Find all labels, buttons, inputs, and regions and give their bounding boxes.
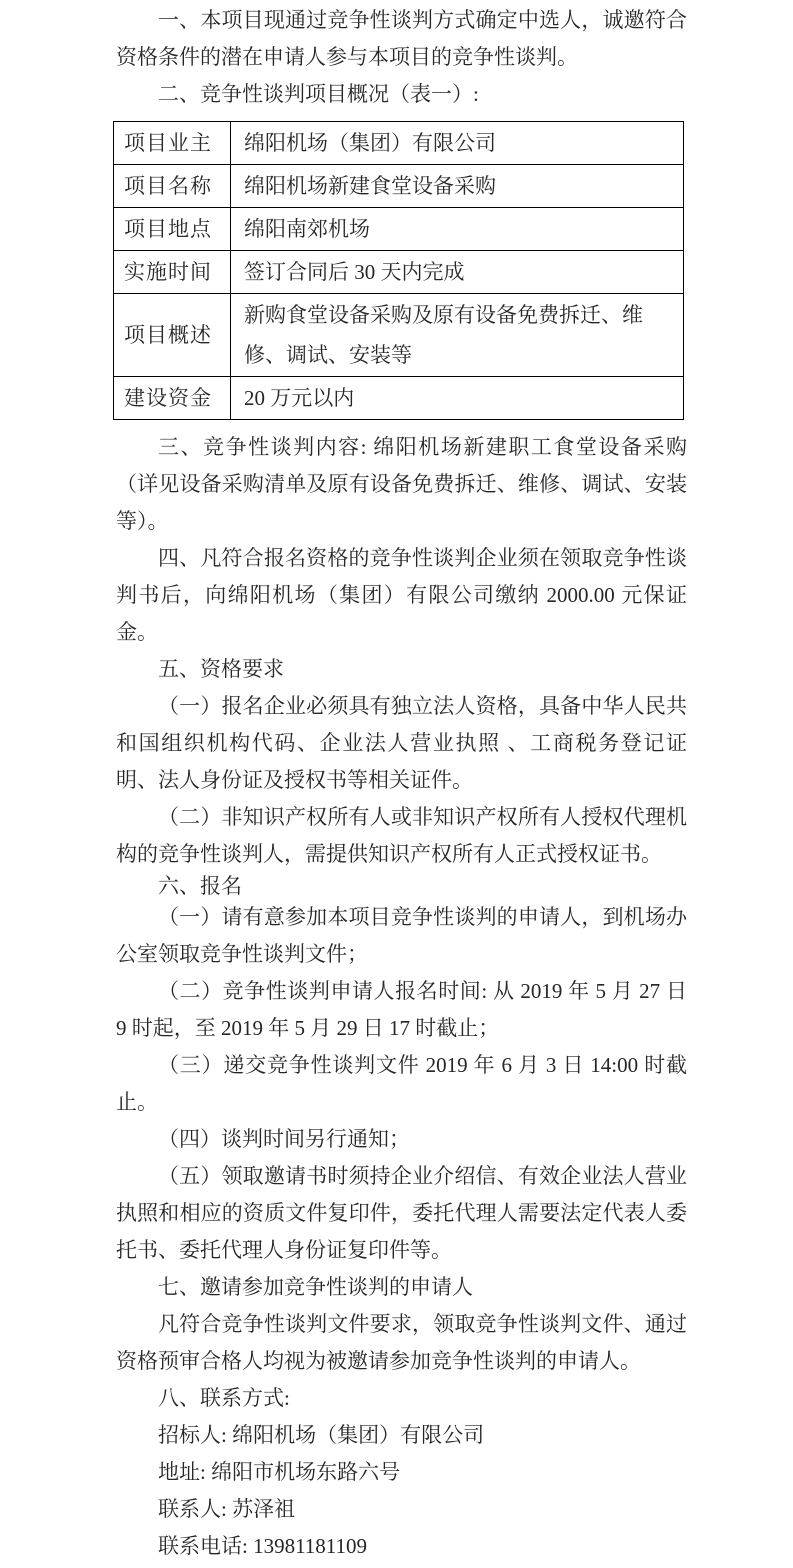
- contact-phone-line: 联系电话: 13981181109: [158, 1534, 368, 1558]
- paragraph-signup-5: （五）领取邀请书时须持企业介绍信、有效企业法人营业执照和相应的资质文件复印件，委托代理人需要法定代表人委托书、委托代理人身份证复印件等。: [116, 1164, 687, 1262]
- paragraph-qualification-heading: 五、资格要求: [158, 657, 284, 681]
- row-label-schedule: 实施时间: [114, 251, 231, 294]
- row-label-owner: 项目业主: [114, 122, 231, 165]
- paragraph-invite-heading: 七、邀请参加竞争性谈判的申请人: [158, 1275, 473, 1299]
- paragraph-intro: 一、本项目现通过竞争性谈判方式确定中选人，诚邀符合资格条件的潜在申请人参与本项目的竞争性谈判。: [116, 8, 687, 69]
- contact-person-line: 联系人: 苏泽祖: [158, 1497, 296, 1521]
- contact-address-line: 地址: 绵阳市机场东路六号: [158, 1460, 401, 1484]
- paragraph-qualification-2: （二）非知识产权所有人或非知识产权所有人授权代理机构的竞争性谈判人，需提供知识产权所有人正式授权证书。: [116, 805, 687, 866]
- paragraph-signup-heading: 六、报名: [158, 874, 242, 898]
- paragraph-signup-4: （四）谈判时间另行通知；: [158, 1127, 410, 1151]
- contact-bidder-line: 招标人: 绵阳机场（集团）有限公司: [158, 1423, 485, 1447]
- table-row-schedule: [114, 251, 684, 294]
- paragraph-content: 三、竞争性谈判内容: 绵阳机场新建职工食堂设备采购（详见设备采购清单及原有设备免费拆迁、维修、调试、安装等）。: [116, 435, 687, 533]
- table-row-location: [114, 208, 684, 251]
- paragraph-contact-heading: 八、联系方式:: [158, 1386, 290, 1410]
- row-label-budget: 建设资金: [114, 377, 231, 420]
- paragraph-signup-1: （一）请有意参加本项目竞争性谈判的申请人，到机场办公室领取竞争性谈判文件；: [116, 905, 687, 966]
- table-row-summary: [114, 294, 684, 377]
- paragraph-overview-heading: 二、竞争性谈判项目概况（表一）:: [158, 82, 479, 106]
- paragraph-signup-3: （三）递交竞争性谈判文件 2019 年 6 月 3 日 14:00 时截止。: [116, 1053, 687, 1114]
- paragraph-deposit: 四、凡符合报名资格的竞争性谈判企业须在领取竞争性谈判书后，向绵阳机场（集团）有限公司缴纳 2000.00 元保证金。: [116, 546, 687, 644]
- row-value-owner: 绵阳机场（集团）有限公司: [231, 122, 684, 165]
- row-value-budget: 20 万元以内: [231, 377, 684, 420]
- row-value-location: 绵阳南郊机场: [231, 208, 684, 251]
- paragraph-invite-body: 凡符合竞争性谈判文件要求，领取竞争性谈判文件、通过资格预审合格人均视为被邀请参加竞争性谈判的申请人。: [116, 1312, 687, 1373]
- row-value-summary: 新购食堂设备采购及原有设备免费拆迁、维修、调试、安装等: [231, 294, 684, 377]
- row-value-name: 绵阳机场新建食堂设备采购: [231, 165, 684, 208]
- paragraph-qualification-1: （一）报名企业必须具有独立法人资格，具备中华人民共和国组织机构代码、企业法人营业执照 、工商税务登记证明、法人身份证及授权书等相关证件。: [116, 694, 687, 792]
- row-label-summary: 项目概述: [114, 294, 231, 377]
- table-row-owner: [114, 122, 684, 165]
- project-overview-table: [113, 121, 684, 420]
- row-label-location: 项目地点: [114, 208, 231, 251]
- table-row-budget: [114, 377, 684, 420]
- paragraph-signup-2: （二）竞争性谈判申请人报名时间: 从 2019 年 5 月 27 日 9 时起，至 2019 年 5 月 29 日 17 时截止；: [116, 979, 687, 1040]
- row-value-schedule: 签订合同后 30 天内完成: [231, 251, 684, 294]
- table-row-name: [114, 165, 684, 208]
- row-label-name: 项目名称: [114, 165, 231, 208]
